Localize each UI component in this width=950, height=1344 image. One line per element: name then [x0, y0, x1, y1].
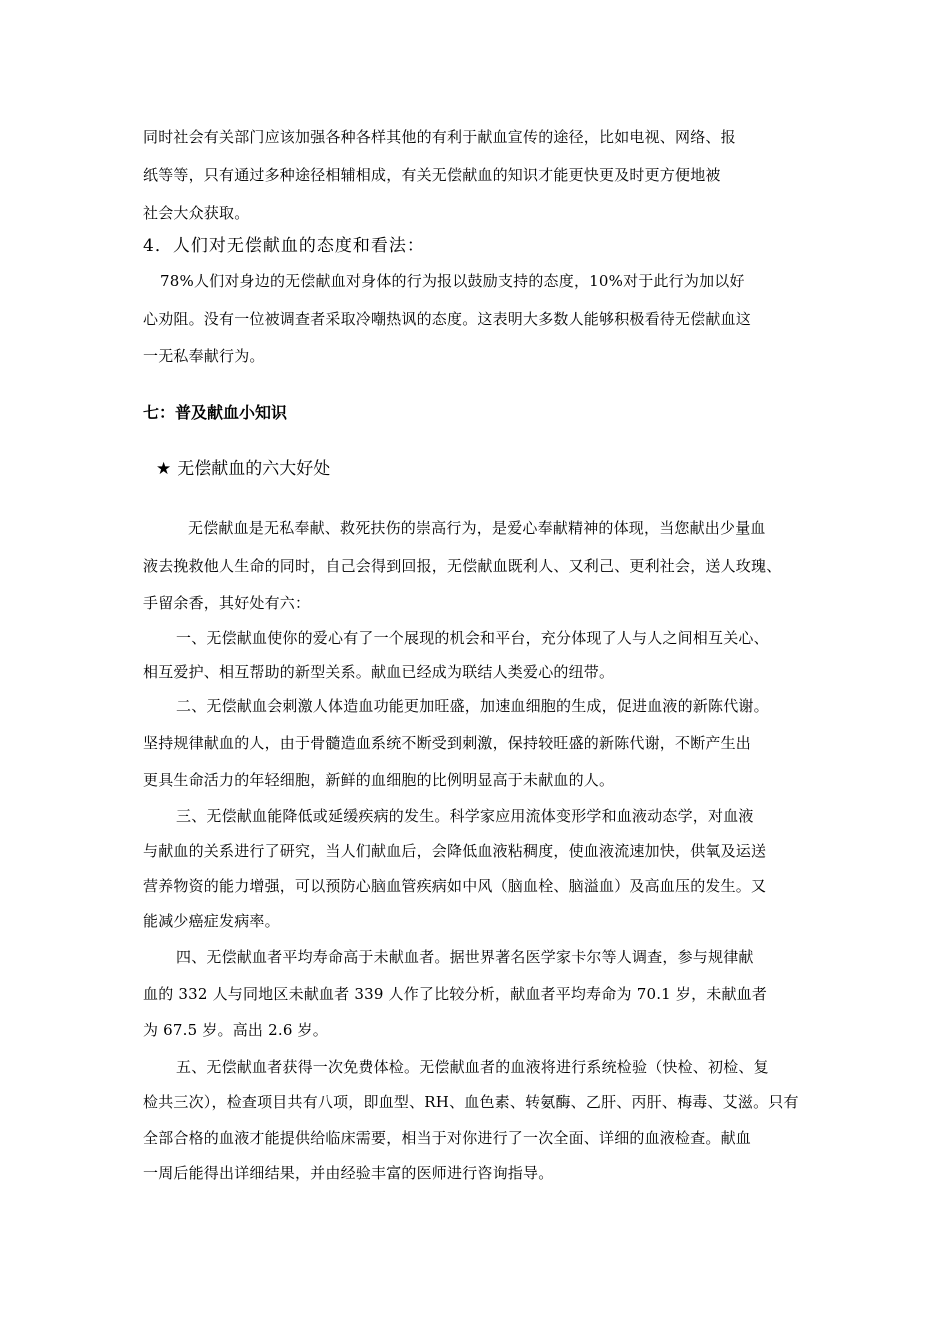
paragraph-line: 能减少癌症发病率。: [143, 912, 280, 930]
paragraph-line: 无偿献血是无私奉献、救死扶伤的崇高行为，是爱心奉献精神的体现，当您献出少量血: [188, 519, 766, 537]
paragraph-line: 相互爱护、相互帮助的新型关系。献血已经成为联结人类爱心的纽带。: [143, 663, 615, 681]
paragraph-line: 四、无偿献血者平均寿命高于未献血者。据世界著名医学家卡尔等人调查，参与规律献: [176, 948, 754, 966]
paragraph-line: 五、无偿献血者获得一次免费体检。无偿献血者的血液将进行系统检验（快检、初检、复: [176, 1058, 769, 1076]
paragraph-line: 手留余香，其好处有六：: [143, 594, 311, 612]
paragraph-line: 血的 332 人与同地区未献血者 339 人作了比较分析，献血者平均寿命为 70.1 岁，未献血者: [143, 985, 768, 1003]
paragraph-line: 二、无偿献血会刺激人体造血功能更加旺盛，加速血细胞的生成，促进血液的新陈代谢。: [176, 697, 769, 715]
star-icon: ★: [156, 459, 172, 479]
paragraph-line: 坚持规律献血的人，由于骨髓造血系统不断受到刺激，保持较旺盛的新陈代谢，不断产生出: [143, 734, 752, 752]
paragraph-line: 同时社会有关部门应该加强各种各样其他的有利于献血宣传的途径，比如电视、网络、报: [143, 128, 736, 146]
paragraph-line: 为 67.5 岁。高出 2.6 岁。: [143, 1021, 328, 1039]
paragraph-line: 一周后能得出详细结果，并由经验丰富的医师进行咨询指导。: [143, 1164, 554, 1182]
paragraph-line: 一无私奉献行为。: [143, 347, 265, 365]
paragraph-line: 纸等等，只有通过多种途径相辅相成，有关无偿献血的知识才能更快更及时更方便地被: [143, 166, 721, 184]
paragraph-line: 心劝阻。没有一位被调查者采取冷嘲热讽的态度。这表明大多数人能够积极看待无偿献血这: [143, 310, 752, 328]
section-heading: 4．人们对无偿献血的态度和看法：: [143, 236, 425, 256]
paragraph-line: 检共三次），检查项目共有八项，即血型、RH、血色素、转氨酶、乙肝、丙肝、梅毒、艾滋。只有: [143, 1093, 799, 1111]
paragraph-line: 更具生命活力的年轻细胞，新鲜的血细胞的比例明显高于未献血的人。: [143, 771, 615, 789]
paragraph-line: 社会大众获取。: [143, 204, 250, 222]
subheading-text: 无偿献血的六大好处: [177, 459, 331, 479]
subheading: [156, 458, 330, 480]
paragraph-line: 78%人们对身边的无偿献血对身体的行为报以鼓励支持的态度，10%对于此行为加以好: [160, 272, 745, 290]
paragraph-line: 一、无偿献血使你的爱心有了一个展现的机会和平台，充分体现了人与人之间相互关心、: [176, 629, 769, 647]
section-title: 七：普及献血小知识: [143, 403, 288, 422]
paragraph-line: 三、无偿献血能降低或延缓疾病的发生。科学家应用流体变形学和血液动态学，对血液: [176, 807, 754, 825]
paragraph-line: 营养物资的能力增强，可以预防心脑血管疾病如中风（脑血栓、脑溢血）及高血压的发生。又: [143, 877, 767, 895]
paragraph-line: 液去挽救他人生命的同时，自己会得到回报，无偿献血既利人、又利己、更利社会，送人玫瑰、: [143, 557, 782, 575]
paragraph-line: 与献血的关系进行了研究，当人们献血后，会降低血液粘稠度，使血液流速加快，供氧及运送: [143, 842, 767, 860]
paragraph-line: 全部合格的血液才能提供给临床需要，相当于对你进行了一次全面、详细的血液检查。献血: [143, 1129, 752, 1147]
